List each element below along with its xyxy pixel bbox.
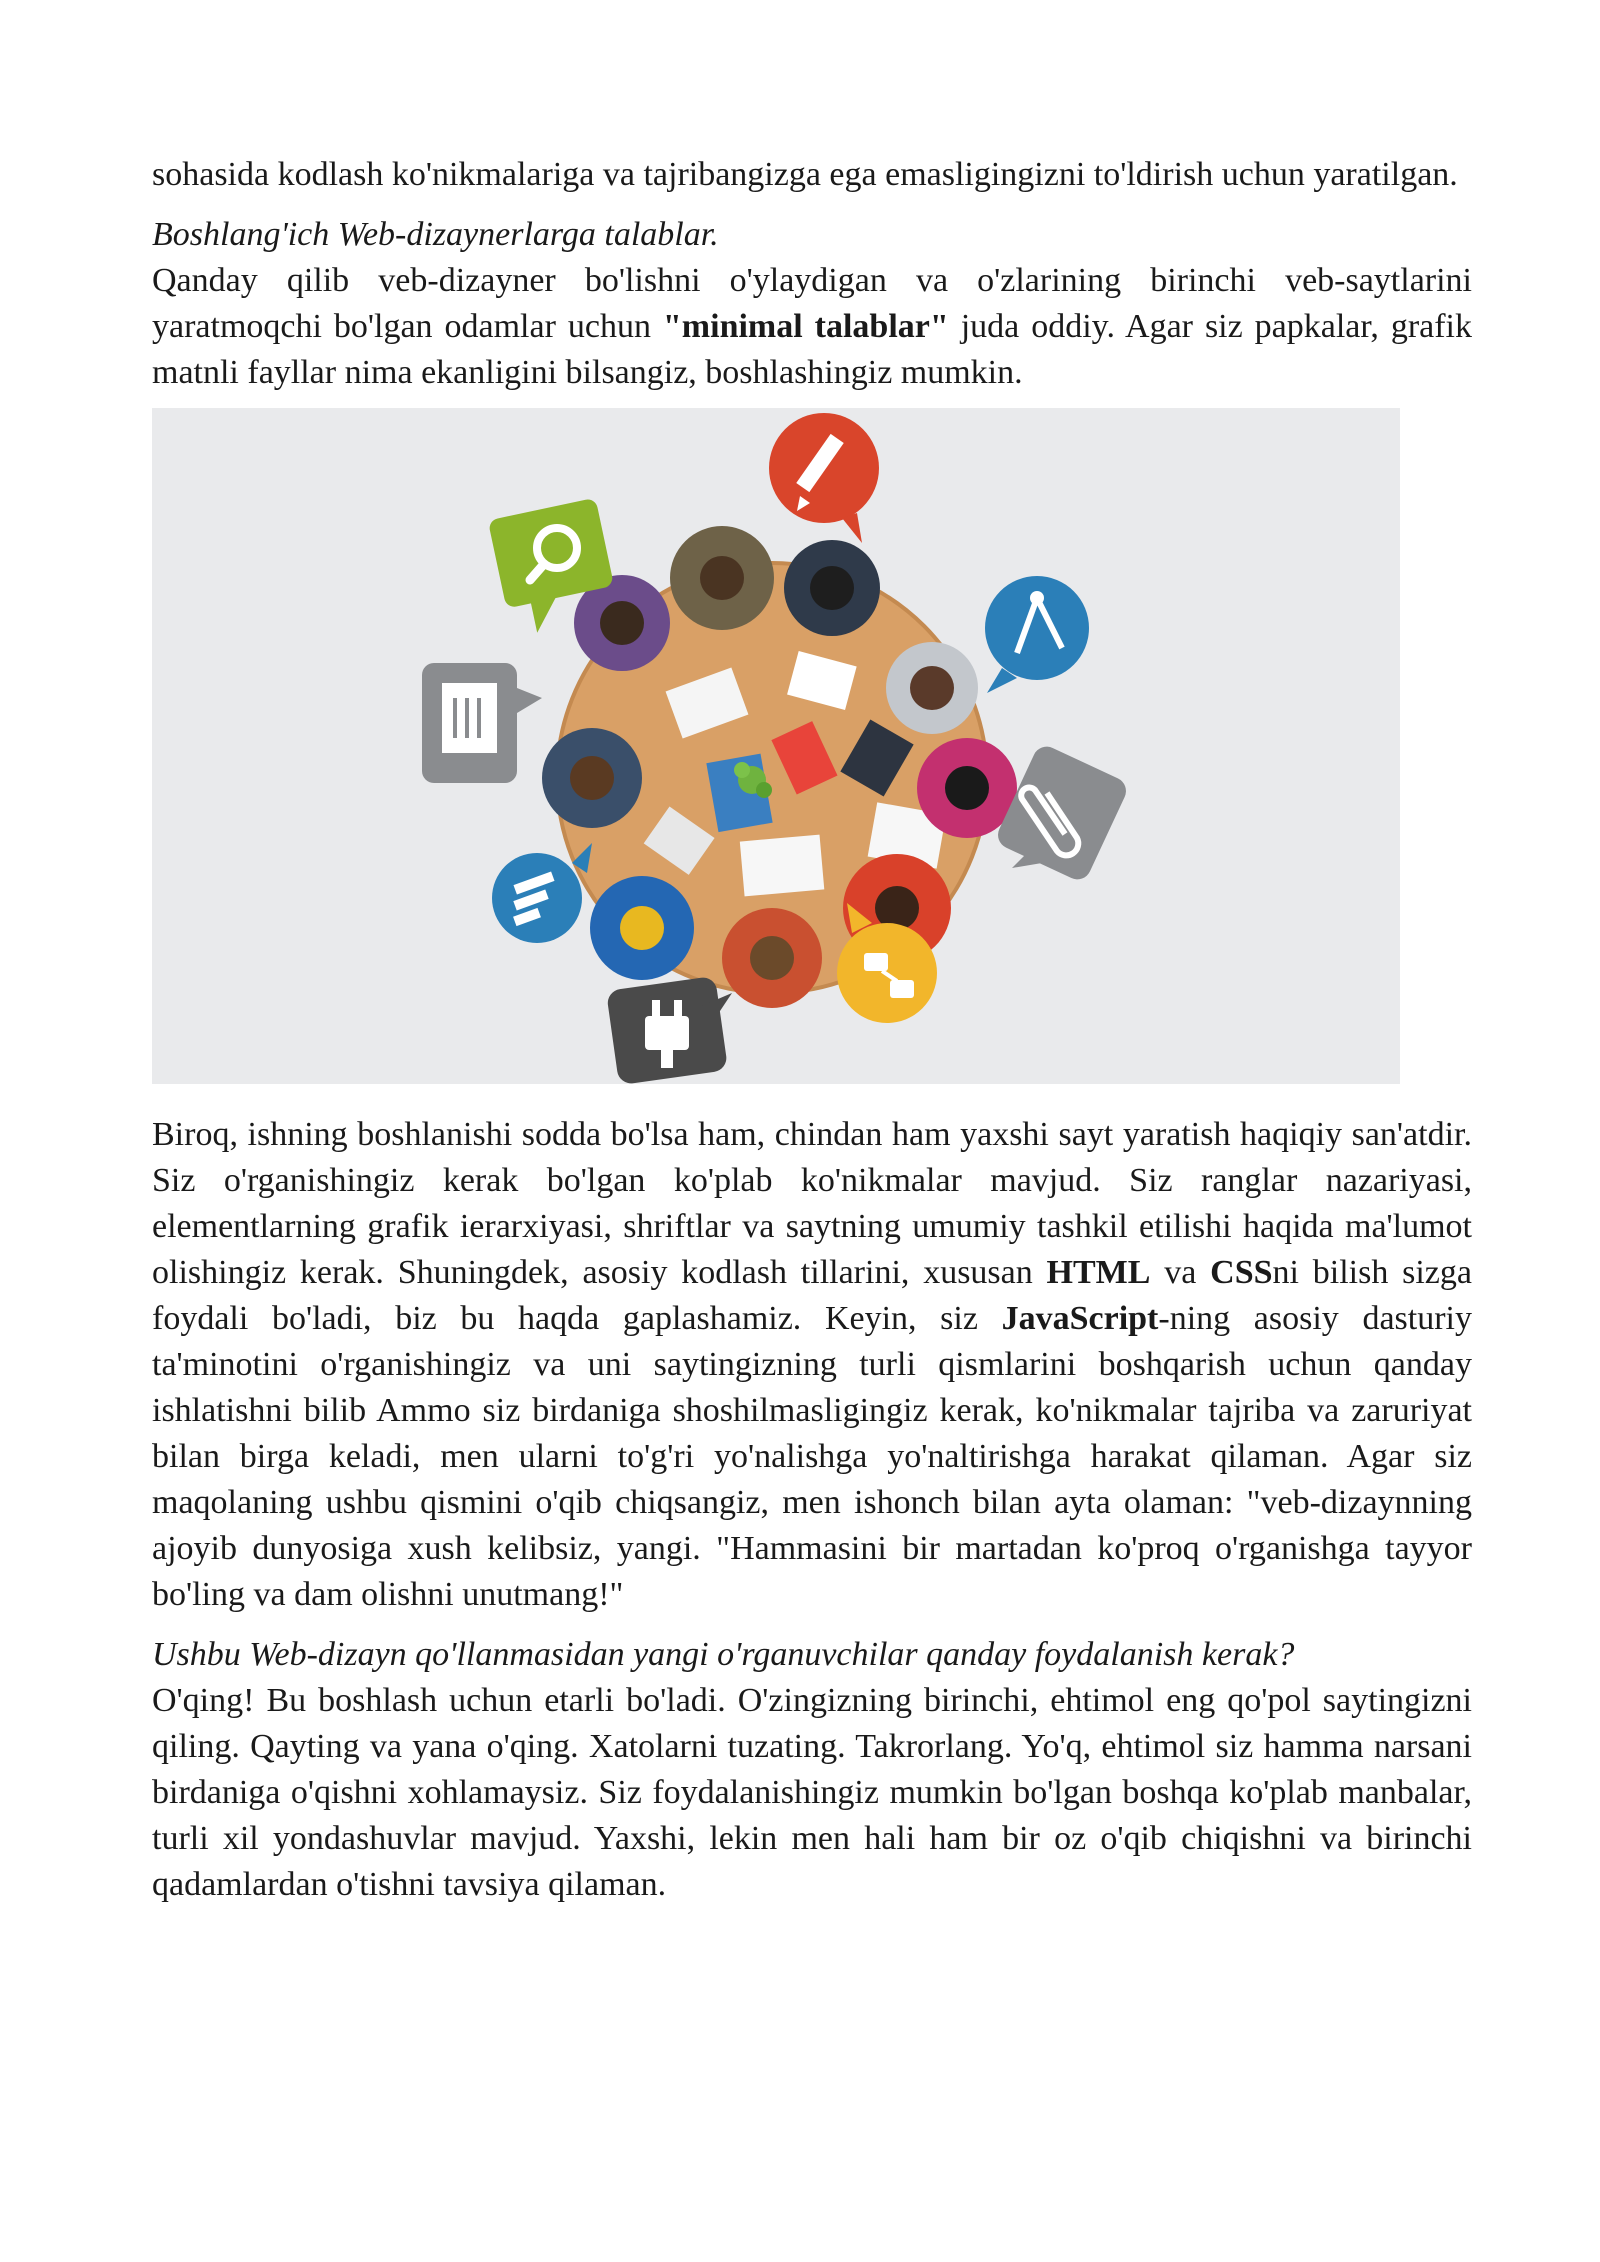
section-heading-requirements: Boshlang'ich Web-dizaynerlarga talablar. — [152, 216, 719, 253]
paragraph-requirements-text: Qanday qilib veb-dizayner bo'lishni o'ylaydigan va o'zlarining birinchi veb-saytlarini yaratmoqchi bo'lgan odamlar uchun — [152, 262, 1472, 345]
document-body — [152, 152, 1472, 1908]
paragraph-skills-text-4: -ning asosiy dasturiy ta'minotini o'rganishingiz va uni saytingizning turli qismlarini boshqarish uchun qanday ishlatishni bilib Ammo siz birdaniga shoshilmasligingiz kerak, ko'nikmalar tajriba va zaruriyat bilan birga keladi, men ularni to'g'ri yo'nalishga yo'naltirishga harakat qilaman. Agar siz maqolaning ushbu qismini o'qib chiqsangiz, men ishonch bilan ayta olaman: "veb-dizaynning ajoyib dunyosiga xush kelibsiz, yangi. "Hammasini bir martadan ko'proq o'rganishga tayyor bo'ling va dam olishni unutmang!" — [152, 1300, 1472, 1613]
term-html: HTML — [1046, 1254, 1151, 1291]
pencil-icon — [769, 413, 879, 543]
plug-icon — [606, 976, 732, 1084]
term-javascript: JavaScript — [1001, 1300, 1159, 1337]
paragraph-skills-text-2: va — [1150, 1254, 1211, 1291]
term-css: CSS — [1210, 1254, 1273, 1291]
section-heading-usage: Ushbu Web-dizayn qo'llanmasidan yangi o'rganuvchilar qanday foydalanish kerak? — [152, 1636, 1295, 1673]
paragraph-requirements — [152, 258, 1472, 396]
paragraph-usage: O'qing! Bu boshlash uchun etarli bo'ladi. O'zingizning birinchi, ehtimol eng qo'pol saytingizni qiling. Qayting va yana o'qing. Xatolarni tuzating. Takrorlang. Yo'q, ehtimol siz hamma narsani birdaniga o'qishni xohlamaysiz. Siz foydalanishingiz mumkin bo'lgan boshqa ko'plab manbalar, turli xil yondashuvlar mavjud. Yaxshi, lekin men hali ham bir oz o'qib chiqishni va birinchi qadamlardan o'tishni tavsiya qilaman. — [152, 1682, 1472, 1903]
paragraph-requirements-text-end: juda oddiy. Agar siz papkalar, grafik matnli fayllar nima ekanligini bilsangiz, boshlashingiz mumkin. — [152, 308, 1472, 391]
teamwork-illustration — [152, 408, 1400, 1084]
paragraph-skills — [152, 1112, 1472, 1618]
paragraph-skills-text-1: Biroq, ishning boshlanishi sodda bo'lsa ham, chindan ham yaxshi sayt yaratish haqiqiy san'atdir. Siz o'rganishingiz kerak bo'lgan ko'plab ko'nikmalar mavjud. Siz ranglar nazariyasi, elementlarning grafik ierarxiyasi, shriftlar va saytning umumiy tashkil etilishi haqida ma'lumot olishingiz kerak. Shuningdek, asosiy kodlash tillarini, xususan — [152, 1116, 1472, 1291]
paragraph-intro: sohasida kodlash ko'nikmalariga va tajribangizga ega emasligingizni to'ldirish uchun yaratilgan. — [152, 156, 1458, 193]
chart-icon — [492, 843, 592, 943]
paragraph-skills-text-3: ni bilish sizga foydali bo'ladi, biz bu haqda gaplashamiz. Keyin, siz — [152, 1254, 1472, 1337]
emphasis-minimal-requirements: "minimal talablar" — [662, 308, 949, 345]
document-icon — [422, 663, 542, 783]
illustration-svg — [152, 408, 1400, 1084]
compass-icon — [985, 576, 1089, 693]
paperclip-icon — [993, 742, 1130, 884]
